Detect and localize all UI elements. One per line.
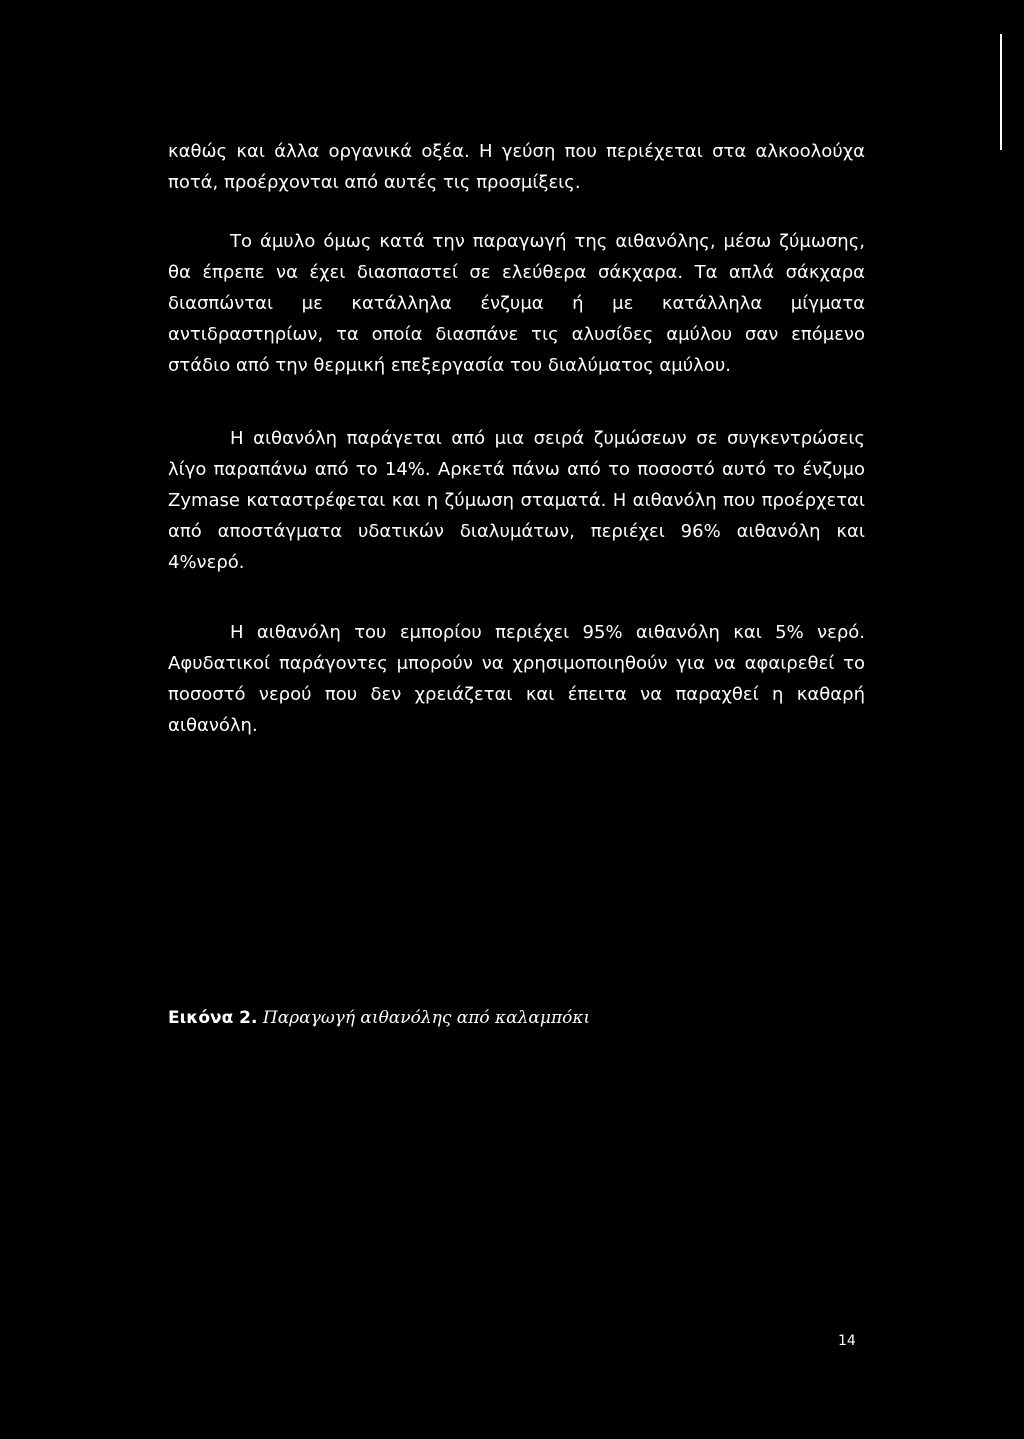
figure-caption-label: Εικόνα 2. (168, 1008, 258, 1028)
paragraph-4: Η αιθανόλη του εμπορίου περιέχει 95% αιθανόλη και 5% νερό. Αφυδατικοί παράγοντες μπορούν να χρησιμοποιηθούν για να αφαιρεθεί το ποσοστό νερού που δεν χρειάζεται και έπειτα να παραχθεί η καθαρή αιθανόλη. (168, 622, 865, 736)
paragraph-1: καθώς και άλλα οργανικά οξέα. Η γεύση που περιέχεται στα αλκοολούχα ποτά, προέρχονται από αυτές τις προσμίξεις. (168, 141, 865, 193)
paragraph-2: Το άμυλο όμως κατά την παραγωγή της αιθανόλης, μέσω ζύμωσης, θα έπρεπε να έχει διασπαστεί σε ελεύθερα σάκχαρα. Τα απλά σάκχαρα διασπώνται με κατάλληλα ένζυμα ή με κατάλληλα μίγματα αντιδραστηρίων, τα οποία διασπάνε τις αλυσίδες αμύλου σαν επόμενο στάδιο από την θερμική επεξεργασία του διαλύματος αμύλου. (168, 231, 865, 376)
paragraph-3: Η αιθανόλη παράγεται από μια σειρά ζυμώσεων σε συγκεντρώσεις λίγο παραπάνω από το 14%. Αρκετά πάνω από το ποσοστό αυτό το ένζυμο Zymase καταστρέφεται και η ζύμωση σταματά. Η αιθανόλη που προέρχεται από αποστάγματα υδατικών διαλυμάτων, περιέχει 96% αιθανόλη και 4%νερό. (168, 428, 865, 573)
figure-caption-text: Παραγωγή αιθανόλης από καλαμπόκι (262, 1008, 591, 1028)
scan-edge-line (1000, 34, 1002, 150)
figure-caption (168, 1006, 590, 1030)
page-number: 14 (838, 1333, 856, 1349)
